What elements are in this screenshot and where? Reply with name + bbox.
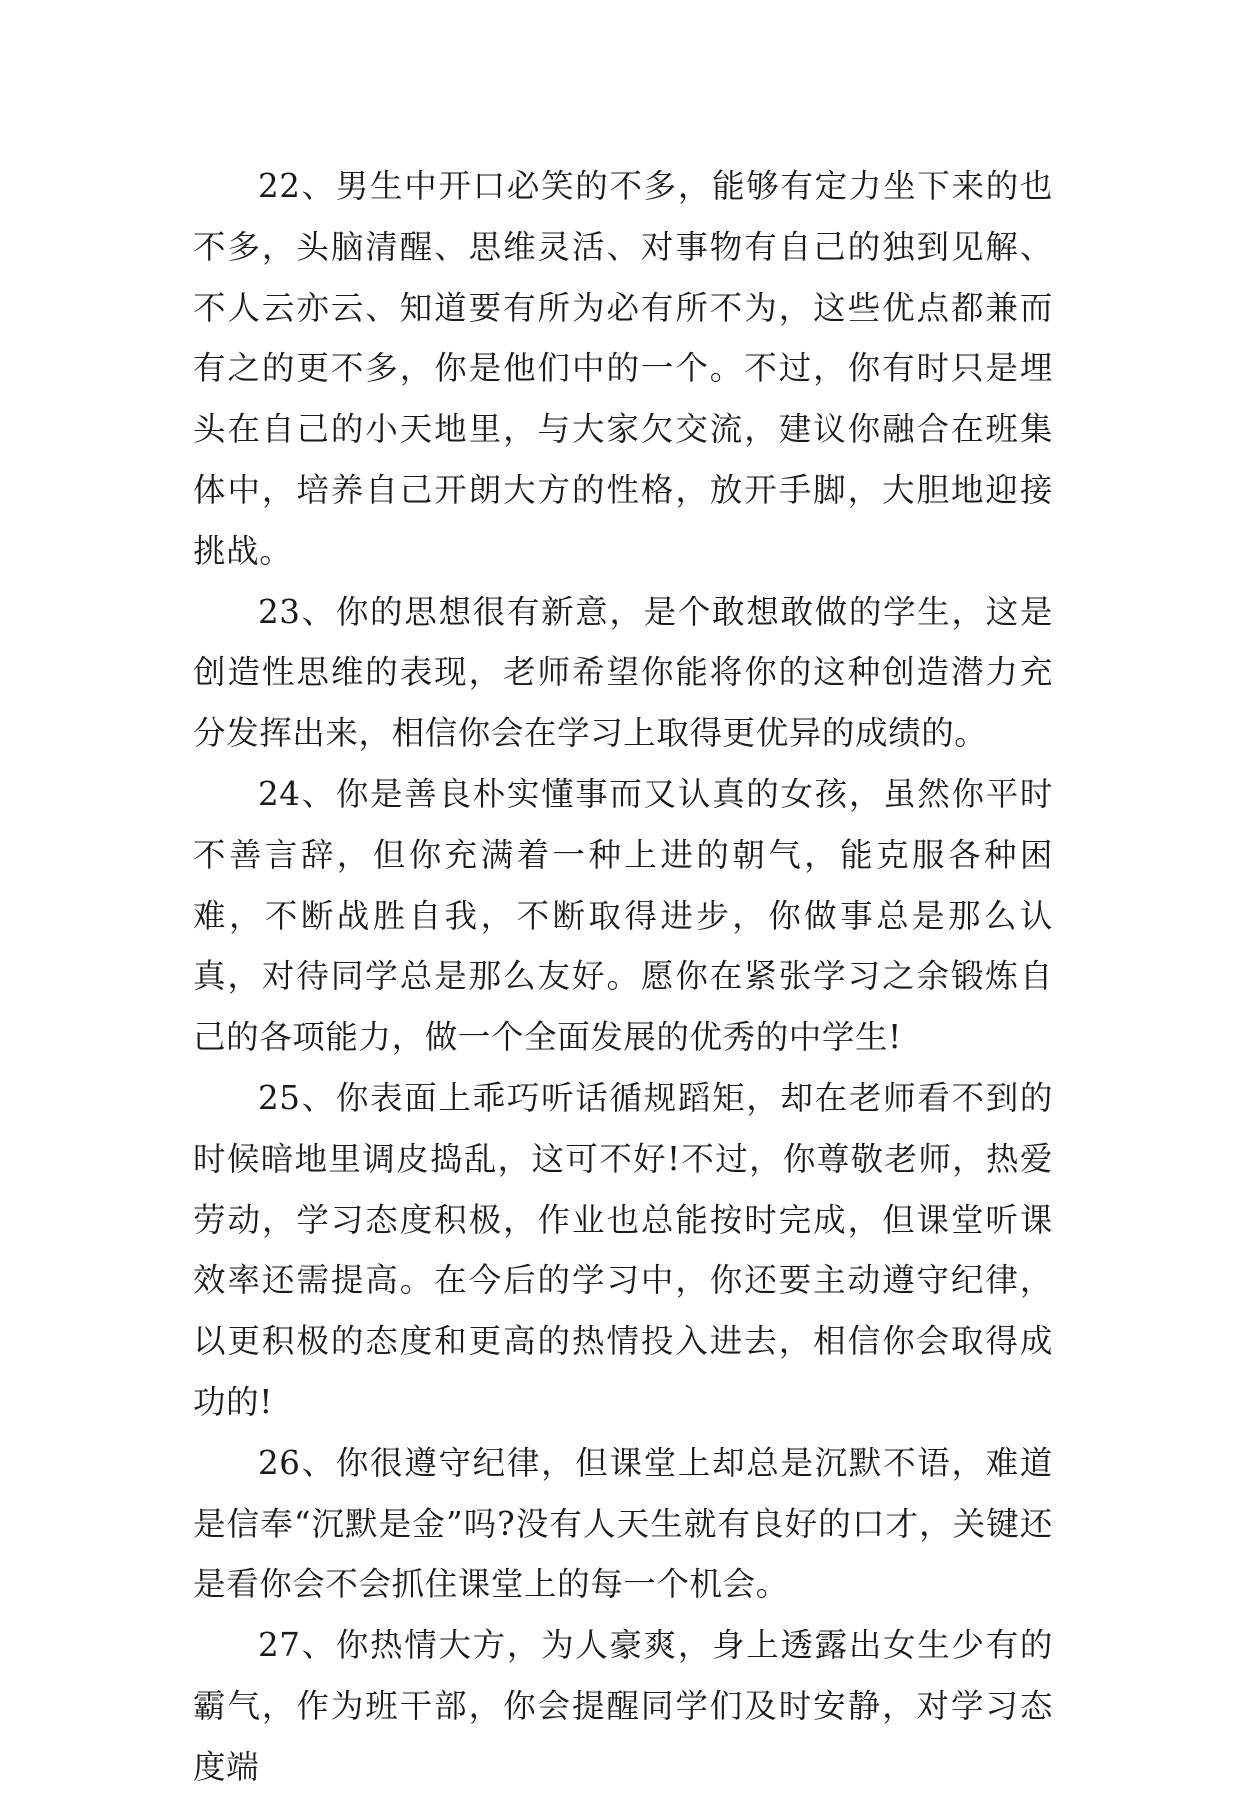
paragraph-26: 26、你很遵守纪律，但课堂上却总是沉默不语，难道是信奉“沉默是金”吗?没有人天生就有良好的口才，关键还是看你会不会抓住课堂上的每一个机会。	[193, 1443, 1053, 1604]
document-body	[193, 156, 1053, 1798]
paragraph-23: 23、你的思想很有新意，是个敢想敢做的学生，这是创造性思维的表现，老师希望你能将你的这种创造潜力充分发挥出来，相信你会在学习上取得更优异的成绩的。	[193, 592, 1053, 753]
paragraph-22: 22、男生中开口必笑的不多，能够有定力坐下来的也不多，头脑清醒、思维灵活、对事物有自己的独到见解、不人云亦云、知道要有所为必有所不为，这些优点都兼而有之的更不多，你是他们中的一个。不过，你有时只是埋头在自己的小天地里，与大家欠交流，建议你融合在班集体中，培养自己开朗大方的性格，放开手脚，大胆地迎接挑战。	[193, 167, 1053, 570]
paragraph-25: 25、你表面上乖巧听话循规蹈矩，却在老师看不到的时候暗地里调皮捣乱，这可不好!不过，你尊敬老师，热爱劳动，学习态度积极，作业也总能按时完成，但课堂听课效率还需提高。在今后的学习中，你还要主动遵守纪律，以更积极的态度和更高的热情投入进去，相信你会取得成功的!	[193, 1078, 1053, 1421]
paragraph-27: 27、你热情大方，为人豪爽，身上透露出女生少有的霸气，作为班干部，你会提醒同学们及时安静，对学习态度端	[193, 1626, 1053, 1786]
paragraph-24: 24、你是善良朴实懂事而又认真的女孩，虽然你平时不善言辞，但你充满着一种上进的朝气，能克服各种困难，不断战胜自我，不断取得进步，你做事总是那么认真，对待同学总是那么友好。愿你在紧张学习之余锻炼自己的各项能力，做一个全面发展的优秀的中学生!	[193, 774, 1053, 1057]
